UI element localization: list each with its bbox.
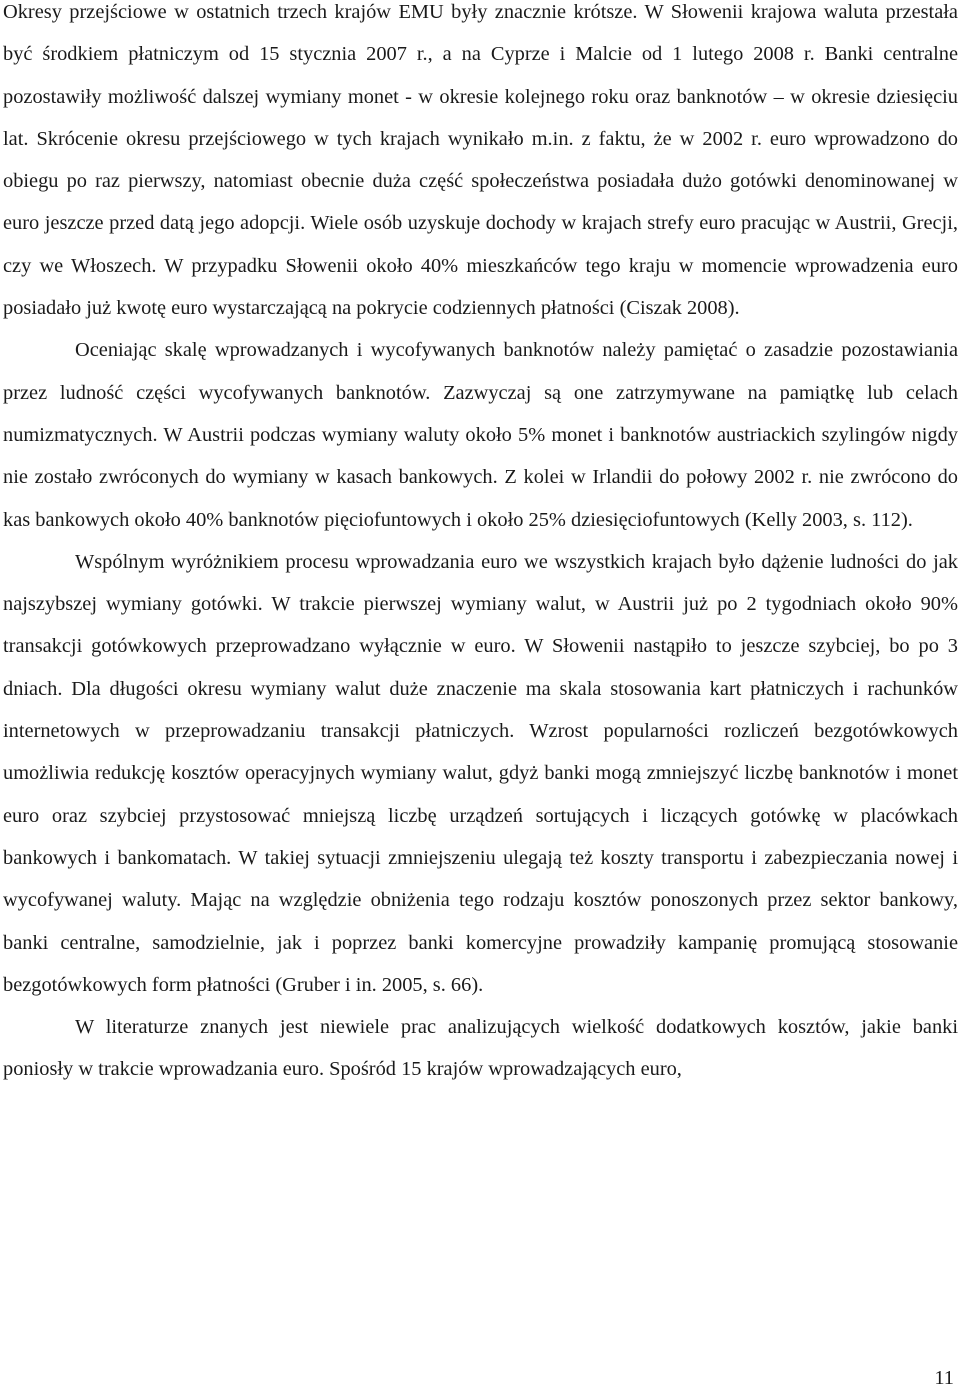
paragraph-2: Oceniając skalę wprowadzanych i wycofywanych banknotów należy pamiętać o zasadzie pozostawiania przez ludność części wycofywanych banknotów. Zazwyczaj są one zatrzymywane na pamiątkę lub celach numizmatycznych. W Austrii podczas wymiany waluty około 5% monet i banknotów austriackich szylingów nigdy nie zostało zwróconych do wymiany w kasach bankowych. Z kolei w Irlandii do połowy 2002 r. nie zwrócono do kas bankowych około 40% banknotów pięciofuntowych i około 25% dziesięciofuntowych (Kelly 2003, s. 112). [3,339,958,531]
paragraph-4: W literaturze znanych jest niewiele prac analizujących wielkość dodatkowych kosztów, jakie banki poniosły w trakcie wprowadzania euro. Spośród 15 krajów wprowadzających euro, [3,1016,958,1081]
paragraph-3: Wspólnym wyróżnikiem procesu wprowadzania euro we wszystkich krajach było dążenie ludności do jak najszybszej wymiany gotówki. W trakcie pierwszej wymiany walut, w Austrii już po 2 tygodniach około 90% transakcji gotówkowych przeprowadzano wyłącznie w euro. W Słowenii nastąpiło to jeszcze szybciej, bo po 3 dniach. Dla długości okresu wymiany walut duże znaczenie ma skala stosowania kart płatniczych i rachunków internetowych w przeprowadzaniu transakcji płatniczych. Wzrost popularności rozliczeń bezgotówkowych umożliwia redukcję kosztów operacyjnych wymiany walut, gdyż banki mogą zmniejszyć liczbę banknotów i monet euro oraz szybciej przystosować mniejszą liczbę urządzeń sortujących i liczących gotówkę w placówkach bankowych i bankomatach. W takiej sytuacji zmniejszeniu ulegają też koszty transportu i zabezpieczania nowej i wycofywanej waluty. Mając na względzie obniżenia tego rodzaju kosztów ponoszonych przez sektor bankowy, banki centralne, samodzielnie, jak i poprzez banki komercyjne prowadziły kampanię promującą stosowanie bezgotówkowych form płatności (Gruber i in. 2005, s. 66). [3,550,958,996]
page-number: 11 [934,1367,954,1389]
document-body [3,0,958,1091]
paragraph-1: Okresy przejściowe w ostatnich trzech krajów EMU były znacznie krótsze. W Słowenii krajowa waluta przestała być środkiem płatniczym od 15 stycznia 2007 r., a na Cyprze i Malcie od 1 lutego 2008 r. Banki centralne pozostawiły możliwość dalszej wymiany monet - w okresie kolejnego roku oraz banknotów – w okresie dziesięciu lat. Skrócenie okresu przejściowego w tych krajach wynikało m.in. z faktu, że w 2002 r. euro wprowadzono do obiegu po raz pierwszy, natomiast obecnie duża część społeczeństwa posiadała dużo gotówki denominowanej w euro jeszcze przed datą jego adopcji. Wiele osób uzyskuje dochody w krajach strefy euro pracując w Austrii, Grecji, czy we Włoszech. W przypadku Słowenii około 40% mieszkańców tego kraju w momencie wprowadzenia euro posiadało już kwotę euro wystarczającą na pokrycie codziennych płatności (Ciszak 2008). [3,1,958,320]
